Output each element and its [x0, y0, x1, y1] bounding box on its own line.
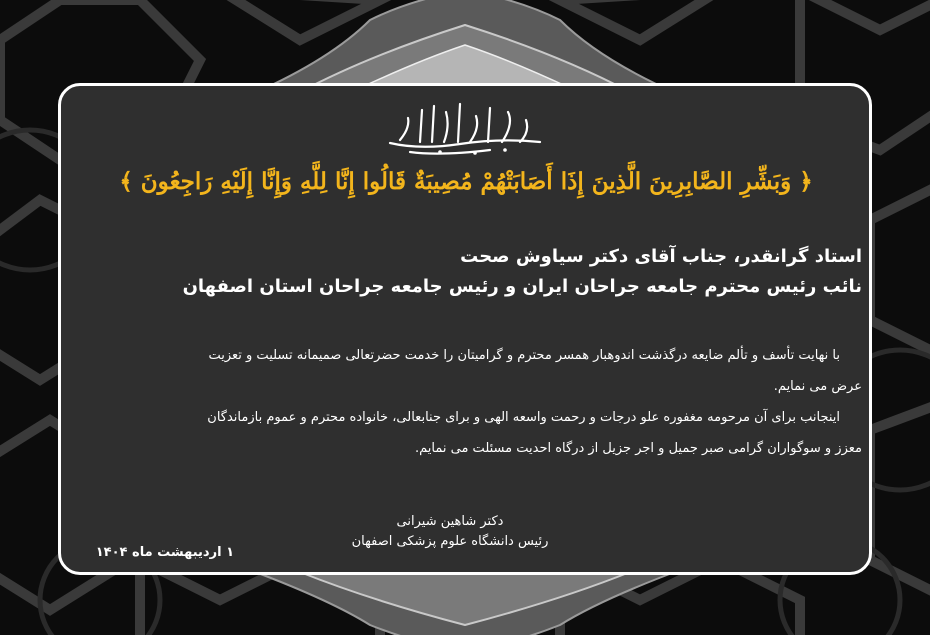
basmala-calligraphy [380, 98, 550, 158]
message-paragraph-1-line-1: با نهایت تأسف و تألم ضایعه درگذشت اندوهبار همسر محترم و گرامیتان را خدمت حضرتعالی صمیمانه تسلیت و تعزیت [208, 348, 840, 363]
bottom-ornament [250, 570, 680, 635]
message-paragraph-2-line-1: اینجانب برای آن مرحومه مغفوره علو درجات و رحمت واسعه الهی و برای جنابعالی، خانواده محترم و عموم بازماندگان [207, 410, 840, 425]
addressee-name: استاد گرانقدر، جناب آقای دکتر سیاوش صحت [460, 246, 862, 267]
quran-verse: ﴿ وَبَشِّرِ الصَّابِرِینَ الَّذِینَ إِذَا أَصَابَتْهُمْ مُصِیبَةٌ قَالُوا إِنَّا لِلَّهِ وَإِنَّا إِلَیْهِ رَاجِعُونَ ﴾ [119, 168, 813, 195]
signature-block [300, 512, 600, 552]
addressee-block [102, 242, 862, 302]
signer-title: رئیس دانشگاه علوم پزشکی اصفهان [351, 534, 549, 549]
message-paragraph-2-line-2: معزز و سوگواران گرامی صبر جمیل و اجر جزیل از درگاه احدیت مسئلت می نمایم. [415, 441, 862, 456]
condolence-message [92, 340, 862, 464]
addressee-title: نائب رئیس محترم جامعه جراحان ایران و رئیس جامعه جراحان استان اصفهان [182, 276, 862, 297]
signer-name: دکتر شاهین شیرانی [396, 514, 504, 529]
date-label: ۱ اردیبهشت ماه ۱۴۰۴ [95, 545, 234, 560]
message-paragraph-1-line-2: عرض می نمایم. [773, 379, 862, 394]
top-ornament [250, 0, 680, 95]
